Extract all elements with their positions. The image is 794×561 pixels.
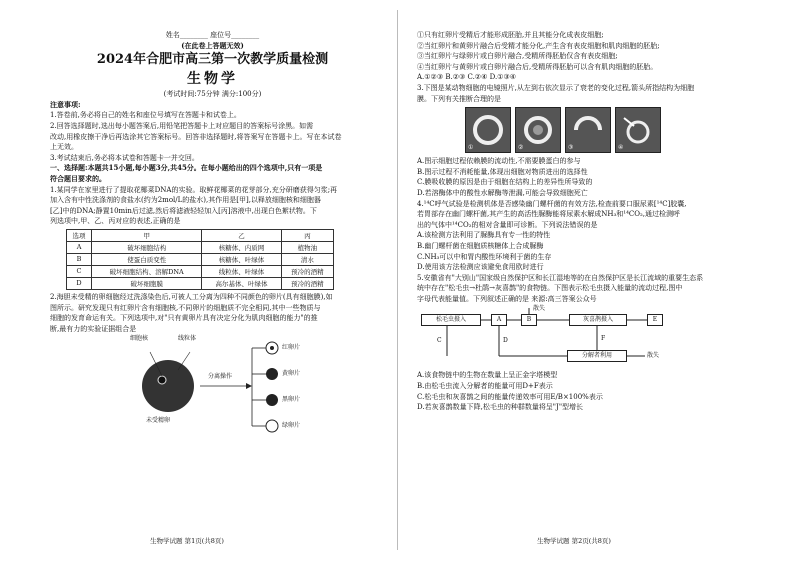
q1-line: [乙]中的DNA;静置10min后过滤,然后将滤液轻轻加入[丙]溶液中,出现白色絮状物。下 — [50, 206, 317, 215]
sep-arrowhead — [246, 383, 252, 389]
micrograph-row — [465, 107, 766, 153]
egg-figure — [50, 334, 375, 434]
label-red-piece: 红卵片 — [282, 344, 301, 352]
q5-option: D.若灰喜鹊数量下降,松毛虫的种群数量将呈"J"型增长 — [417, 403, 584, 412]
q5-option: B.由松毛虫流入分解者的能量可用D+F表示 — [417, 382, 553, 391]
table-header: 甲 — [92, 229, 202, 241]
table-cell: 植物油 — [281, 241, 333, 253]
q3-option: D.若溶酶体中的酸性水解酶等泄漏,可能会导致细胞死亡 — [417, 188, 588, 197]
notice-line: 2.回答选择题时,选出每小题答案后,用铅笔把答题卡上对应题目的答案标号涂黑。如需 — [50, 121, 314, 130]
q2-line: 细胞的发育命运有关。下列选项中,对"只有黄卵片具有决定分化为肌肉细胞的能力"的推 — [50, 314, 318, 323]
box-caterpillar-intake: 松毛虫摄入 — [421, 314, 481, 326]
micrograph — [465, 107, 511, 153]
table-cell: 使蛋白质变性 — [92, 253, 202, 265]
q3-option: C.膜吸收膜的原因是由于细胞在结构上的差异性所导致的 — [417, 178, 593, 187]
invalid-note: (在此卷上答题无效) — [181, 40, 244, 50]
q4-line: 4.¹⁴C呼气试验是检测机体是否感染幽门螺杆菌的有效方法,检查前要口服尿素[¹⁴C]胶囊, — [417, 199, 687, 208]
green-piece — [266, 420, 278, 432]
label-separation: 分离操作 — [208, 373, 233, 381]
table-cell: 核糖体、内质网 — [202, 241, 281, 253]
box-magpie-intake: 灰喜鹊摄入 — [569, 314, 627, 326]
yellow-piece — [266, 368, 278, 380]
name-seat-line: 姓名________ 座位号________ — [165, 31, 260, 39]
table-header-row — [67, 229, 334, 241]
notice-line: 上无效。 — [50, 143, 78, 152]
label-d: D — [503, 337, 508, 345]
label-c: C — [437, 337, 442, 345]
time-score: (考试时间:75分钟 满分:100分) — [163, 90, 262, 99]
q1-line: 列选项中,甲、乙、丙对应的表述,正确的是 — [50, 217, 181, 226]
q3-line: 膜。下列有关推断合理的是 — [417, 94, 501, 103]
section-heading: 符合题目要求的。 — [50, 173, 106, 183]
table-cell: D — [67, 277, 92, 289]
table-header: 乙 — [202, 229, 281, 241]
egg-cell — [142, 360, 194, 412]
q2-option: ②当红卵片和黄卵片融合后受精才能分化,产生含有表皮细胞和肌肉细胞的胚胎; — [417, 41, 660, 50]
egg-figure-svg — [50, 334, 375, 434]
label-pigment: 线粒体 — [178, 335, 197, 343]
right-page — [397, 0, 794, 561]
q5-option: A.该食物链中的生物在数量上呈正金字塔模型 — [417, 371, 558, 380]
notice-line: 3.考试结束后,务必将本试卷和答题卡一并交回。 — [50, 153, 199, 162]
egg-nucleus — [158, 376, 166, 384]
q5-line: 统中存在"松毛虫→杜鹃→灰喜鹊"的食物链。下图表示松毛虫摄入能量的流动过程,图中 — [417, 284, 683, 293]
page-footer: 生物学试题 第1页(共8页) — [150, 537, 224, 545]
q4-option: C.NH₃可以中和胃内酸性环境利于菌的生存 — [417, 252, 552, 261]
table-cell: 线粒体、叶绿体 — [202, 265, 281, 277]
notice-head: 注意事项: — [50, 99, 81, 109]
micrograph — [515, 107, 561, 153]
table-cell: 破坏细胞膜 — [92, 277, 202, 289]
table-cell: 预冷的酒精 — [281, 265, 333, 277]
q3-option: B.图示过程不消耗能量,体现出细胞对物质进出的选择性 — [417, 167, 588, 176]
table-header: 选项 — [67, 229, 92, 241]
q4-option: D.使用该方法检测应该避免食用欧时进行 — [417, 263, 544, 272]
table-cell: C — [67, 265, 92, 277]
q5-line: 5.安徽省有"大别山"国家级自然保护区和长江湿地等的在自然保护区是长江流域的重要生态系 — [417, 273, 704, 282]
label-yellow-piece: 黄卵片 — [282, 370, 301, 378]
q1-line: 1.某同学在家里进行了提取花椰菜DNA的实验。取鲜花椰菜的花芽部分,充分研磨获得匀浆;再 — [50, 185, 338, 194]
red-piece-nucleus — [270, 346, 274, 350]
micrograph — [565, 107, 611, 153]
micrograph-label: ④ — [618, 144, 624, 152]
q2-choices: A.①②③ B.②③ C.②④ D.①③④ — [417, 73, 516, 82]
table-cell: A — [67, 241, 92, 253]
label-f: F — [601, 335, 606, 343]
q4-line: 出的气体中¹⁴CO₂的相对含量即可诊断。下列说法错误的是 — [417, 220, 598, 229]
page-footer: 生物学试题 第2页(共8页) — [537, 537, 611, 545]
exam-title: 2024年合肥市高三第一次教学质量检测 — [96, 52, 329, 68]
label-green-piece: 绿卵片 — [282, 422, 301, 430]
table-row — [67, 241, 334, 253]
table-cell: 清水 — [281, 253, 333, 265]
table-cell: 高尔基体、叶绿体 — [202, 277, 281, 289]
table-cell: 核糖体、叶绿体 — [202, 253, 281, 265]
q3-option: A.图示细胞过程依赖膜的流动性,不需要膜蛋白的参与 — [417, 157, 581, 166]
q4-option: A.该检测方法利用了脲酶具有专一性的特性 — [417, 231, 551, 240]
q3-line: 3.下图是某动物细胞的电镜照片,从左到右依次显示了衰老的变化过程,箭头所指结构为细胞 — [417, 83, 695, 92]
label-lost: 散失 — [533, 305, 546, 313]
q2-option: ④当红卵片与黄卵片或白卵片融合后,受精所得胚胎可以含有肌肉细胞的胚胎。 — [417, 62, 658, 71]
q2-line: 断,最有力的实验证据组合是 — [50, 324, 137, 333]
label-black-piece: 黑卵片 — [282, 396, 301, 404]
box-e: E — [647, 314, 663, 326]
q5-option: C.松毛虫和灰喜鹊之间的能量传递效率可用E/B×100%表示 — [417, 392, 603, 401]
q1-line: 加入含有中性洗涤剂的食盐水(约为2mol/L的盐水),其作用是[甲],以释放细胞核和细胞器 — [50, 196, 321, 205]
q2-line: 图所示。研究发现只有红卵片含有细胞核,不同卵片的细胞质不完全相同,其中一些物质与 — [50, 303, 321, 312]
section-heading: 一、选择题:本题共15小题,每小题3分,共45分。在每小题给出的四个选项中,只有一项是 — [50, 163, 323, 173]
micrograph-label: ② — [518, 144, 524, 152]
q5-line: 字母代表能量值。下列叙述正确的是 来源:高三答案公众号 — [417, 294, 597, 303]
q2-option: ①只有红卵片受精后才能形成胚胎,并且其能分化成表皮细胞; — [417, 31, 604, 39]
q2-line: 2.海胆未受精的卵细胞经过洗涤染色后,可被人工分离为四种不同颜色的卵片(具有细胞膜),如 — [50, 292, 333, 301]
label-nucleus: 细胞核 — [130, 335, 149, 343]
table-row — [67, 277, 334, 289]
q4-option: B.幽门螺杆菌在细胞质核糖体上合成脲酶 — [417, 241, 544, 250]
table-cell: 破坏细胞结构、溶解DNA — [92, 265, 202, 277]
energy-flow-diagram — [417, 306, 766, 368]
table-header: 丙 — [281, 229, 333, 241]
table-row — [67, 253, 334, 265]
micrograph — [615, 107, 661, 153]
label-unfertilized-egg: 未受精卵 — [146, 417, 171, 425]
table-row — [67, 265, 334, 277]
q4-line: 若胃部存在幽门螺杆菌,其产生的高活性脲酶能将尿素水解成NH₃和¹⁴CO₂,通过检测呼 — [417, 210, 680, 219]
box-decomposer: 分解者利用 — [567, 350, 627, 362]
q1-table — [66, 229, 334, 290]
label-lost: 散失 — [647, 352, 660, 360]
micrograph-label: ③ — [568, 144, 574, 152]
table-cell: B — [67, 253, 92, 265]
box-b: B — [521, 314, 537, 326]
table-cell: 预冷的酒精 — [281, 277, 333, 289]
micrograph-label: ① — [468, 144, 474, 152]
notice-line: 1.答卷前,务必将自己的姓名和座位号填写在答题卡和试卷上。 — [50, 111, 241, 120]
notice-line: 改动,用橡皮擦干净后再选涂其它答案标号。回答非选择题时,将答案写在答题卡上。写在本试卷 — [50, 132, 342, 141]
table-cell: 破坏细胞结构 — [92, 241, 202, 253]
subject-title: 生物学 — [187, 71, 238, 88]
box-a: A — [491, 314, 507, 326]
black-piece — [266, 394, 278, 406]
q2-option: ③当红卵片与绿卵片或白卵片融合,受精所得胚胎仅含有表皮细胞; — [417, 52, 618, 61]
